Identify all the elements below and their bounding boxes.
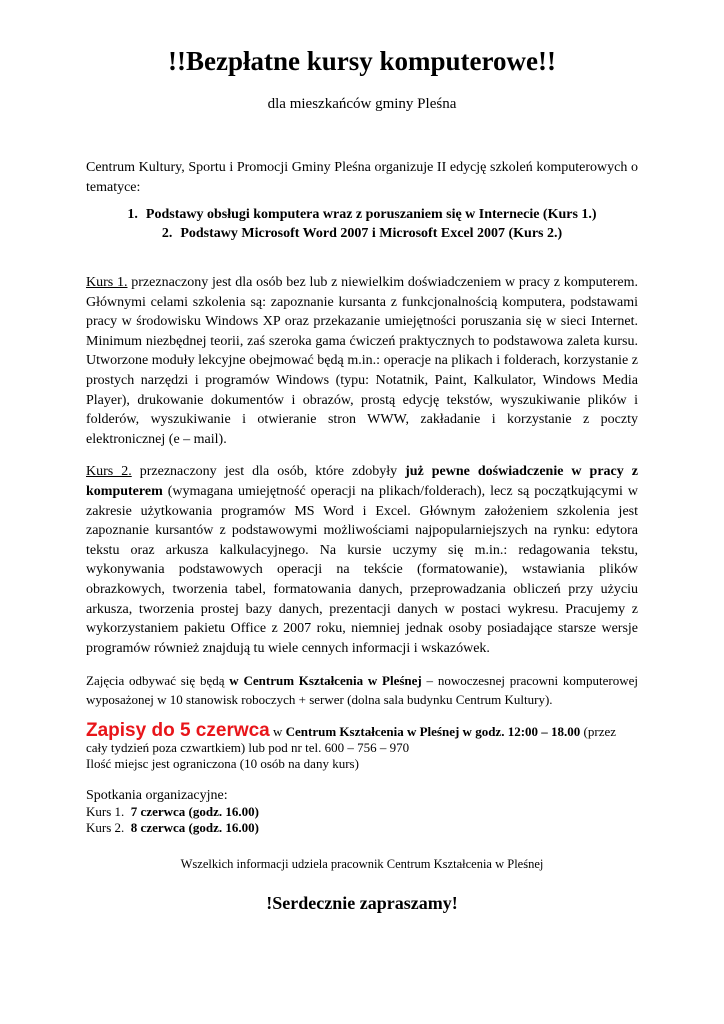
course1-description [86,273,638,449]
intro-paragraph: Centrum Kultury, Sportu i Promocji Gminy Pleśna organizuje II edycję szkoleń komputerowych o tematyce: [86,160,638,195]
location-text-before: Zajęcia odbywać się będą [86,673,230,689]
list-item-label: Podstawy Microsoft Word 2007 i Microsoft Excel 2007 (Kurs 2.) [180,226,563,241]
course1-label: Kurs 1. [86,275,128,290]
meetings-block [86,788,638,836]
course-list [86,205,638,243]
list-item [86,804,638,820]
registration-headline: Zapisy do 5 czerwca [86,720,270,742]
course2-text-after: (wymagana umiejętność operacji na plikach/folderach), lecz są początkującymi w zakresie użytkowania programów MS Word i Excel. Głównym założeniem szkolenia jest zapoznanie kursantów z podstawowymi możliwościami najpopularniejszych na rynku: edytora tekstu oraz arkusza kalkulacyjnego. Na kursie uczymy się m.in.: redagowania tekstu, wykonywania podstawowych operacji na tekście (formatowanie), wstawiania plików obrazkowych, tworzenia tabel, formatowania danych, przeprowadzania obliczeń przy użyciu arkusza, tworzenia prostej bazy danych, prezentacji danych w postaci wykresu. Pracujemy z wykorzystaniem pakietu Office z 2007 roku, niemniej jednak osoby posiadające starsze wersje programów również znajdują tu wiele cennych informacji i wskazówek. [86,483,638,656]
course2-bold-requirement: już pewne doświadczenie w pracy z komputerem [86,464,638,499]
list-item [86,224,638,243]
registration-place-hours: Centrum Kształcenia w Pleśnej w godz. 12:00 – 18.00 [285,724,581,740]
meeting-date: 7 czerwca (godz. 16.00) [130,804,259,820]
meetings-heading: Spotkania organizacyjne: [86,788,228,804]
course2-text-before: przeznaczony jest dla osób, które zdobyły [131,464,406,480]
registration-line [86,720,638,756]
list-item-number: 1. [127,207,138,222]
meeting-date: 8 czerwca (godz. 16.00) [130,820,259,836]
meeting-course: Kurs 1. [86,804,125,820]
list-item-label: Podstawy obsługi komputera wraz z poruszaniem się w Internecie (Kurs 1.) [145,207,597,222]
course2-description [86,462,638,658]
location-bold: w Centrum Kształcenia w Pleśnej [229,673,422,689]
list-item [86,205,638,224]
list-item-number: 2. [161,226,173,241]
info-line: Wszelkich informacji udziela pracownik Centrum Kształcenia w Pleśnej [180,857,544,872]
course1-text: przeznaczony jest dla osób bez lub z niewielkim doświadczeniem w pracy z komputerem. Głównymi celami szkolenia są: zapoznanie kursanta z funkcjonalnością komputera, podstawami pracy w środowisku Windows XP oraz przekazanie umiejętności poruszania się w sieci Internet. Minimum niezbędnej teorii, zaś szeroka gama ćwiczeń praktycznych to podstawowa zaleta kursu. Utworzone moduły lekcyjne obejmować będą m.in.: operacje na plikach i folderach, korzystanie z prostych narzędzi i programów Windows (typu: Notatnik, Paint, Kalkulator, Windows Media Player), drukowanie dokumentów i obrazów, prostą edycję tekstów, wyszukiwanie plików i folderów, wyszukiwanie i otwieranie stron WWW, zakładanie i korzystanie z poczty elektronicznej (e – mail). [86,275,638,447]
registration-block [86,720,638,772]
location-paragraph [86,672,638,709]
location-text-after: – nowoczesnej pracowni komputerowej wyposażonej w 10 stanowisk roboczych + serwer (dolna sala budynku Centrum Kultury). [86,673,638,707]
course2-label: Kurs 2. [86,464,132,480]
registration-contact: (przez cały tydzień poza czwartkiem) lub pod nr tel. 600 – 756 – 970 [86,724,616,756]
closing-line: !Serdecznie zapraszamy! [266,893,458,914]
registration-limit: Ilość miejsc jest ograniczona (10 osób na dany kurs) [86,756,359,772]
page-title: !!Bezpłatne kursy komputerowe!! [168,46,556,76]
meeting-course: Kurs 2. [86,820,125,836]
page-subtitle: dla mieszkańców gminy Pleśna [267,96,457,112]
list-item [86,820,638,836]
registration-connector: w [269,724,286,740]
